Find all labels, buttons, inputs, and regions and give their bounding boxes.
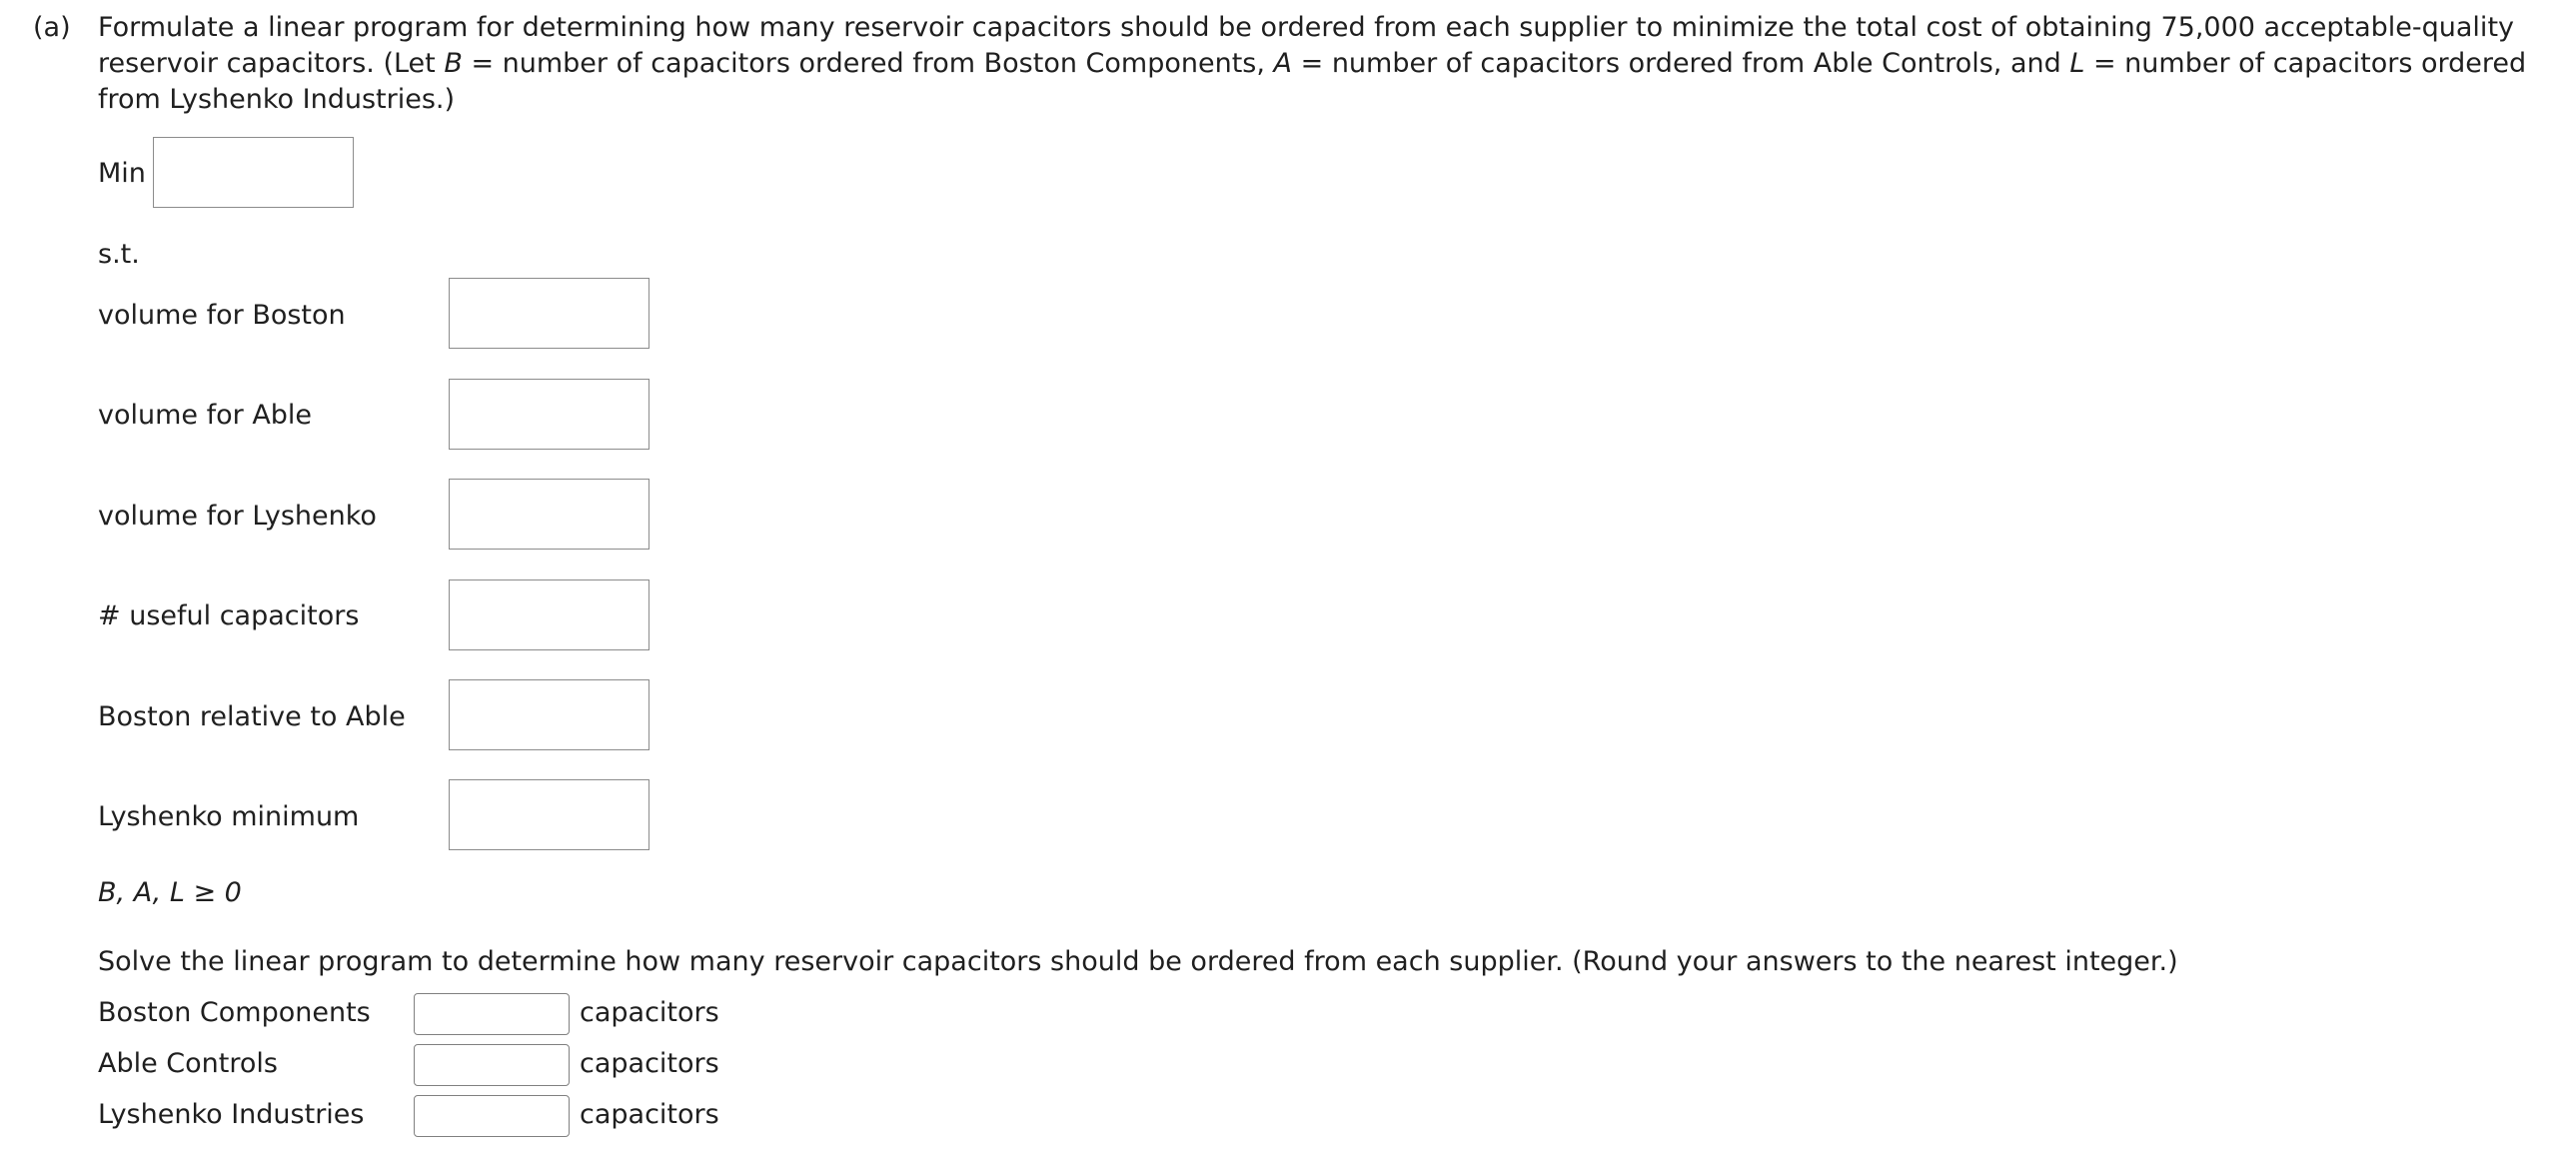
constraint-label-lyshenko-minimum: Lyshenko minimum xyxy=(98,801,360,832)
answer-unit-able: capacitors xyxy=(580,1048,719,1079)
answer-input-able[interactable] xyxy=(414,1044,570,1086)
answer-unit-boston: capacitors xyxy=(580,997,719,1028)
constraint-input-lyshenko-minimum[interactable] xyxy=(449,779,649,850)
part-label: (a) xyxy=(33,12,71,43)
intro-text-2: = number of capacitors ordered from Boston Components, xyxy=(462,48,1274,79)
variable-l: L xyxy=(2069,48,2085,79)
constraint-input-useful-capacitors[interactable] xyxy=(449,579,649,650)
constraint-label-lyshenko-volume: volume for Lyshenko xyxy=(98,501,377,532)
objective-label: Min xyxy=(98,158,146,189)
constraint-input-boston-volume[interactable] xyxy=(449,278,649,349)
answer-label-able: Able Controls xyxy=(98,1048,278,1079)
variable-b: B xyxy=(444,48,463,79)
answer-label-boston: Boston Components xyxy=(98,997,371,1028)
answer-label-lyshenko: Lyshenko Industries xyxy=(98,1099,365,1130)
objective-input[interactable] xyxy=(153,137,354,208)
nonnegativity-constraint: B, A, L ≥ 0 xyxy=(98,877,242,908)
constraint-label-boston-volume: volume for Boston xyxy=(98,300,346,331)
answer-input-lyshenko[interactable] xyxy=(414,1095,570,1137)
constraint-label-able-volume: volume for Able xyxy=(98,400,313,431)
variable-a: A xyxy=(1273,48,1293,79)
constraint-label-boston-relative-able: Boston relative to Able xyxy=(98,701,406,732)
constraint-input-boston-relative-able[interactable] xyxy=(449,679,649,750)
solve-instructions: Solve the linear program to determine how many reservoir capacitors should be ordered from each supplier. (Round your answers to the nearest integer.) xyxy=(98,946,2178,977)
intro-text-3: = number of capacitors ordered from Able Controls, and xyxy=(1292,48,2070,79)
subject-to-label: s.t. xyxy=(98,239,140,270)
constraint-label-useful-capacitors: # useful capacitors xyxy=(98,600,360,631)
constraint-input-able-volume[interactable] xyxy=(449,379,649,450)
intro-text-4: = number of capacitors ordered from Lyshenko Industries.) xyxy=(98,48,2527,115)
intro-text-1: Formulate a linear program for determining how many reservoir capacitors should be ordered from each supplier to minimize the total cost of obtaining 75,000 acceptable-quality reservoir capacitors. (Let xyxy=(98,12,2515,79)
answer-unit-lyshenko: capacitors xyxy=(580,1099,719,1130)
constraint-input-lyshenko-volume[interactable] xyxy=(449,479,649,550)
answer-input-boston[interactable] xyxy=(414,993,570,1035)
problem-statement xyxy=(98,10,2566,118)
